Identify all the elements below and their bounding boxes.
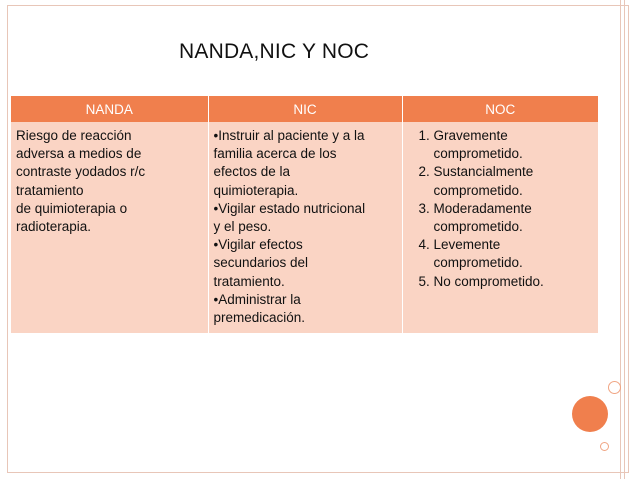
nanda-line: de quimioterapia o: [16, 200, 128, 216]
nic-line: familia acerca de los: [213, 146, 337, 162]
nic-line: quimioterapia.: [213, 182, 299, 198]
header-nic: NIC: [208, 96, 402, 122]
nic-line: y el peso.: [213, 219, 272, 235]
nanda-line: adversa a medios de: [16, 146, 142, 162]
nic-line: •Instruir al paciente y a la: [213, 128, 365, 143]
nanda-line: Riesgo de reacción: [16, 128, 132, 143]
frame-line-right-outer: [624, 0, 625, 479]
frame-line-right: [620, 0, 621, 479]
nanda-line: tratamiento: [16, 182, 84, 198]
header-nanda: NANDA: [11, 96, 208, 122]
header-noc: NOC: [402, 96, 598, 122]
cell-noc: [402, 122, 598, 333]
nic-line: tratamiento.: [213, 273, 285, 289]
table-header-row: [11, 96, 598, 122]
cell-nic: [208, 122, 402, 333]
noc-list: [408, 127, 594, 291]
nic-line: •Administrar la: [213, 291, 301, 307]
nanda-nic-noc-table: [11, 96, 598, 333]
noc-item: 4. Levemente comprometido.: [434, 236, 594, 272]
table-row: [11, 122, 598, 333]
nic-line: efectos de la: [213, 164, 291, 180]
noc-item: 3. Moderadamente comprometido.: [434, 200, 594, 236]
cell-nanda: [11, 122, 208, 333]
decorative-circle-tiny: [600, 442, 609, 451]
slide-title: NANDA,NIC Y NOC: [179, 40, 370, 63]
nic-line: •Vigilar efectos: [213, 237, 303, 253]
nic-line: •Vigilar estado nutricional: [213, 200, 366, 216]
noc-item: 2. Sustancialmente comprometido.: [434, 163, 594, 199]
nanda-line: contraste yodados r/c: [16, 164, 146, 180]
nanda-line: radioterapia.: [16, 219, 92, 235]
nic-line: secundarios del: [213, 255, 309, 271]
nic-line: premedicación.: [213, 310, 306, 326]
noc-item: 5. No comprometido.: [434, 273, 594, 291]
decorative-circle-large: [572, 396, 608, 432]
noc-item: 1. Gravemente comprometido.: [434, 127, 594, 163]
decorative-circle-small: [608, 381, 621, 394]
